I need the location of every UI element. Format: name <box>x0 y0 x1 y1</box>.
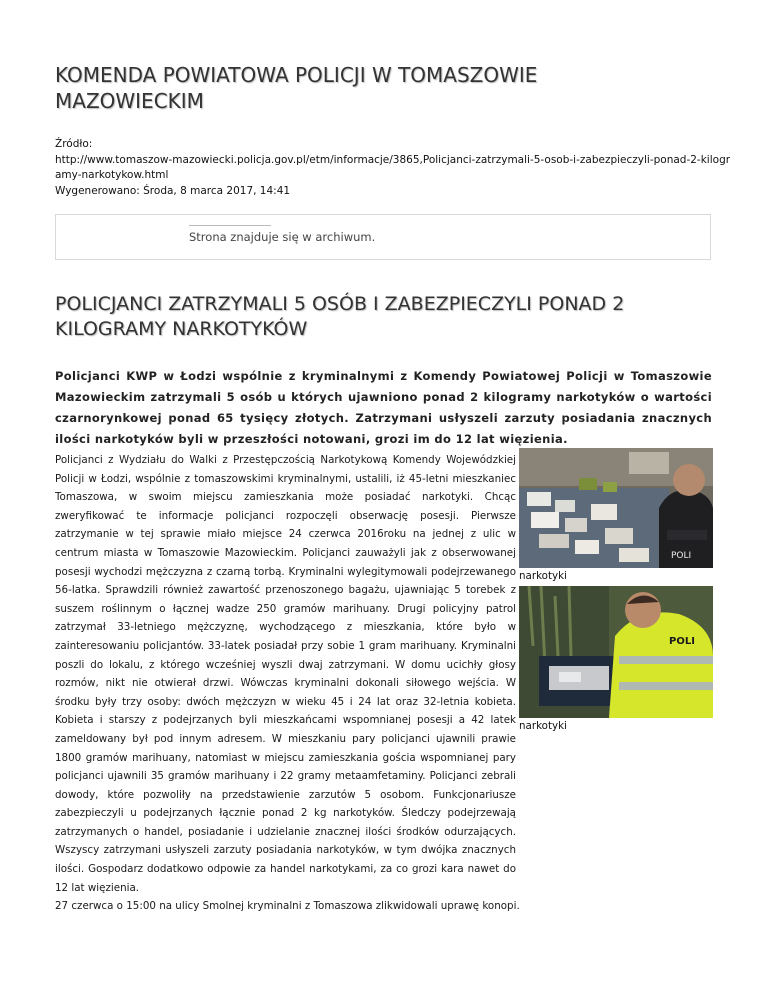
document-meta <box>55 137 735 199</box>
archive-notice-box <box>55 214 711 260</box>
archive-notice: Strona znajduje się w archiwum. <box>189 230 376 244</box>
article-lead: Policjanci KWP w Łodzi wspólnie z kryminalnymi z Komendy Powiatowej Policji w Tomaszowie Mazowieckim zatrzymali 5 osób u których ujawniono ponad 2 kilogramy narkotyków o wartości czarnorynkowej ponad 65 tysięcy złotych. Zatrzymani usłyszeli zarzuty posiadania znacznych ilości narkotyków byli w przeszłości notowani, grozi im do 12 lat więzienia. <box>55 369 712 446</box>
police-vest-text: POLI <box>669 636 695 647</box>
generated-timestamp: Wygenerowano: Środa, 8 marca 2017, 14:41 <box>55 184 291 197</box>
photo-seized-drugs <box>519 448 713 568</box>
figure-1 <box>519 448 713 583</box>
photo-officer-yellow-vest <box>519 586 713 718</box>
article-closing: 27 czerwca o 15:00 na ulicy Smolnej kryminalni z Tomaszowa zlikwidowali uprawę konopi. <box>55 900 520 912</box>
article-body: Policjanci z Wydziału do Walki z Przestępczością Narkotykową Komendy Wojewódzkiej Policji w Łodzi, wspólnie z tomaszowskimi kryminalnymi, ustalili, iż 45-letni mieszkaniec Tomaszowa, w swoim miejscu zamieszkania może posiadać narkotyki. Chcąc zweryfikować te informacje policjanci rozpoczęli obserwację posesji. Pierwsze zatrzymanie w tej sprawie miało miejsce 24 czerwca 2016roku na jednej z ulic w centrum miasta w Tomaszowie Mazowieckim. Policjanci zauważyli jak z obserwowanej posesji wychodzi mężczyzna z czarną torbą. Kryminalni wylegitymowali podejrzewanego 56-latka. Sprawdzili również zawartość przenoszonego bagażu, ujawniając 5 torebek z suszem roślinnym o łącznej wadze 250 gramów marihuany. Drugi policyjny patrol zatrzymał 33-letniego mężczyznę, wychodzącego z mieszkania, które było w zainteresowaniu policjantów. 33-latek posiadał przy sobie 1 gram marihuany. Kryminalni poszli do lokalu, z którego wcześniej wyszli dwaj zatrzymani. W domu ucichły głosy rozmów, nikt nie otwierał drzwi. Wówczas kryminalni dokonali siłowego wejścia. W środku były trzy osoby: dwóch mężczyzn w wieku 45 i 24 lat oraz 32-letnia kobieta. Kobieta i starszy z podejrzanych byli mieszkańcami wspomnianej posesji a 42 latek zameldowany był pod innym adresem. W mieszkaniu pary policjanci ujawnili prawie 1800 gramów marihuany, natomiast w miejscu zamieszkania gościa wspomnianej pary policjanci ujawnili 35 gramów marihuany i 22 gramy metaamfetaminy. Policjanci zebrali dowody, które pozwoliły na przedstawienie zarzutów 5 osobom. Funkcjonariusze zabezpieczyli u podejrzanych łącznie ponad 2 kg narkotyków. Śledczy podejrzewają zatrzymanych o handel, posiadanie i udzielanie znacznej ilości środków odurzających. Wszyscy zatrzymani usłyszeli zarzuty posiadania narkotyków, w tym dwójka znacznych ilości. Gospodarz dodatkowo odpowie za handel narkotykami, za co grozi kara nawet do 12 lat więzienia. <box>55 454 516 894</box>
police-vest-text: POLI <box>671 551 692 561</box>
source-label: Źródło: <box>55 138 93 150</box>
source-url[interactable]: http://www.tomaszow-mazowiecki.policja.gov.pl/etm/informacje/3865,Policjanci-zatrzymali-5-osob-i-zabezpieczyli-ponad-2-kilogramy-narkotykow.html <box>55 153 731 181</box>
figure-caption: narkotyki <box>519 720 567 732</box>
figure-2 <box>519 586 713 733</box>
figure-caption: narkotyki <box>519 570 567 582</box>
divider <box>189 225 271 226</box>
article-title: POLICJANCI ZATRZYMALI 5 OSÓB I ZABEZPIECZYLI PONAD 2 KILOGRAMY NARKOTYKÓW <box>55 293 625 340</box>
site-title: KOMENDA POWIATOWA POLICJI W TOMASZOWIE MAZOWIECKIM <box>55 63 538 113</box>
